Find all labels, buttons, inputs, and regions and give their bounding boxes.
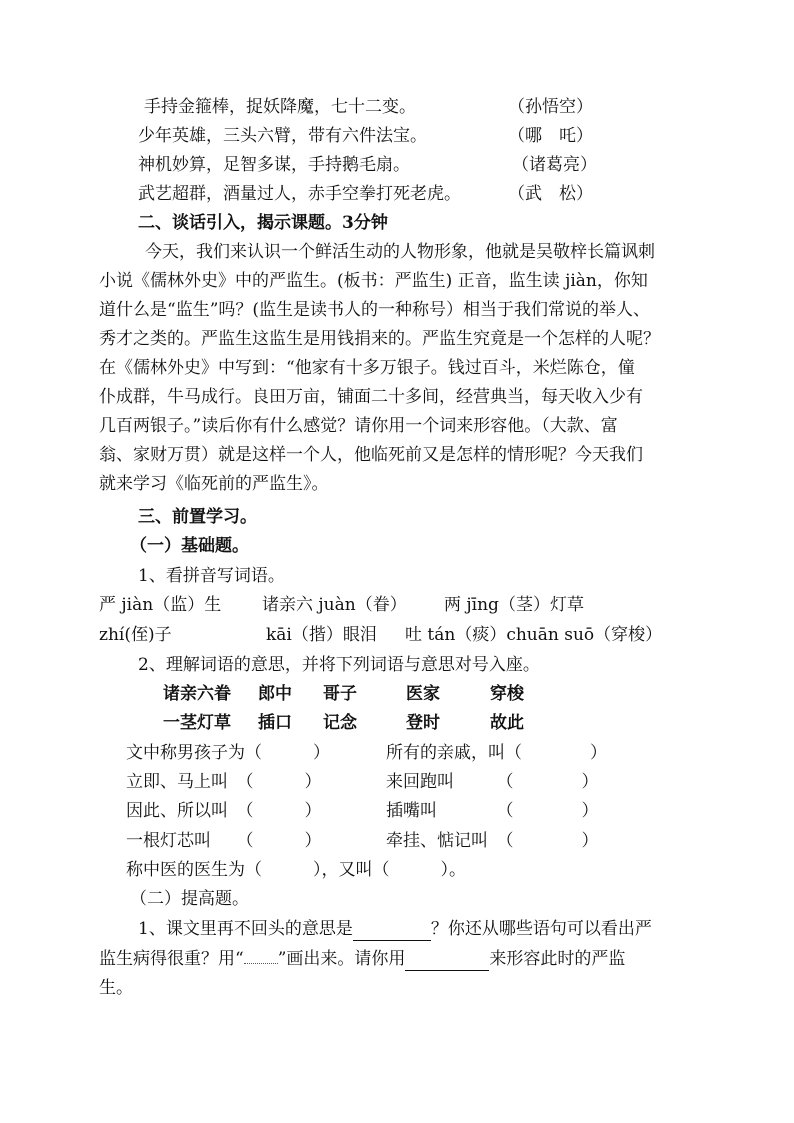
word-item: 诸亲六眷 <box>163 684 231 704</box>
match-left: 立即、马上叫 （ ） <box>126 772 322 792</box>
word-item: 哥子 <box>323 684 357 704</box>
section-heading: 三、前置学习。 <box>138 507 257 527</box>
question: 2、理解词语的意思，并将下列词语与意思对号入座。 <box>138 655 540 675</box>
question-text: 来形容此时的严监 <box>489 949 626 969</box>
wavy-line-mark <box>244 953 278 964</box>
pinyin-item: kāi（揩）眼泪 <box>266 625 377 645</box>
pinyin-item: zhí(侄)子 <box>99 625 172 645</box>
pinyin-item: 吐 tán（痰）chuān suō（穿梭） <box>405 625 663 645</box>
word-item: 郎中 <box>258 684 292 704</box>
question-text: 监生病得很重？用“ <box>99 949 244 969</box>
word-item: 一茎灯草 <box>163 713 231 733</box>
question-text: 1、课文里再不回头的意思是 <box>138 919 353 939</box>
question: 1、看拼音写词语。 <box>138 566 285 586</box>
pinyin-item: 诸亲六 juàn（眷） <box>262 595 407 615</box>
paragraph-line: 就来学习《临死前的严监生》。 <box>99 474 329 494</box>
match-right: 来回跑叫 （ ） <box>386 772 599 792</box>
section-heading: 二、谈话引入，揭示课题。3分钟 <box>138 213 388 233</box>
role-desc: 手持金箍棒，捉妖降魔，七十二变。 <box>144 97 416 117</box>
fill-question-line <box>138 918 652 941</box>
paragraph-line: 今天，我们来认识一个鲜活生动的人物形象，他就是吴敬梓长篇讽刺 <box>145 242 655 262</box>
word-item: 记念 <box>323 713 357 733</box>
paragraph-line: 仆成群，牛马成行。良田万亩，铺面二十多间，经营典当，每天收入少有 <box>99 387 643 407</box>
paragraph-line: 在《儒林外史》中写到：“他家有十多万银子。钱过百斗，米烂陈仓，僮 <box>99 358 635 378</box>
paragraph-line: 生。 <box>99 978 133 998</box>
paragraph-line: 几百两银子。”读后你有什么感觉？请你用一个词来形容他。（大款、富 <box>99 416 618 436</box>
answer-blank[interactable] <box>353 918 431 941</box>
word-item: 插口 <box>258 713 292 733</box>
paragraph-line: 小说《儒林外史》中的严监生。(板书：严监生) 正音，监生读 jiàn，你知 <box>99 271 648 291</box>
subsection-heading: （二）提高题。 <box>130 889 249 909</box>
pinyin-item: 两 jīng（茎）灯草 <box>444 595 584 615</box>
role-desc: 武艺超群，酒量过人，赤手空拳打死老虎。 <box>138 184 461 204</box>
role-name: （哪 吒） <box>508 126 593 146</box>
match-last: 称中医的医生为（ ），又叫（ ）。 <box>126 860 466 880</box>
question-text: ？你还从哪些语句可以看出严 <box>430 919 652 939</box>
paragraph-line: 秀才之类的。严监生这监生是用钱捐来的。严监生究竟是一个怎样的人呢？ <box>99 329 660 349</box>
match-left: 一根灯芯叫 （ ） <box>126 831 322 851</box>
match-left: 因此、所以叫 （ ） <box>126 801 322 821</box>
question-text: ”画出来。请你用 <box>277 949 406 969</box>
word-item: 故此 <box>490 713 524 733</box>
answer-blank[interactable] <box>405 948 489 971</box>
role-name: （武 松） <box>508 184 593 204</box>
match-right: 所有的亲戚，叫（ ） <box>386 743 607 763</box>
fill-question-line <box>99 948 625 971</box>
paragraph-line: 道什么是“监生”吗？(监生是读书人的一种称号）相当于我们常说的举人、 <box>99 300 651 320</box>
role-desc: 神机妙算，足智多谋，手持鹅毛扇。 <box>138 155 410 175</box>
word-item: 登时 <box>406 713 440 733</box>
subsection-heading: （一）基础题。 <box>130 536 249 556</box>
role-name: （诸葛亮） <box>512 155 597 175</box>
match-right: 插嘴叫 （ ） <box>386 801 599 821</box>
role-name: （孙悟空） <box>508 97 593 117</box>
match-right: 牵挂、惦记叫 （ ） <box>386 831 599 851</box>
role-desc: 少年英雄，三头六臂，带有六件法宝。 <box>138 126 427 146</box>
pinyin-item: 严 jiàn（监）生 <box>99 595 222 615</box>
match-left: 文中称男孩子为（ ） <box>126 743 330 763</box>
paragraph-line: 翁、家财万贯）就是这样一个人，他临死前又是怎样的情形呢？今天我们 <box>99 445 643 465</box>
word-item: 穿梭 <box>490 684 524 704</box>
word-item: 医家 <box>406 684 440 704</box>
